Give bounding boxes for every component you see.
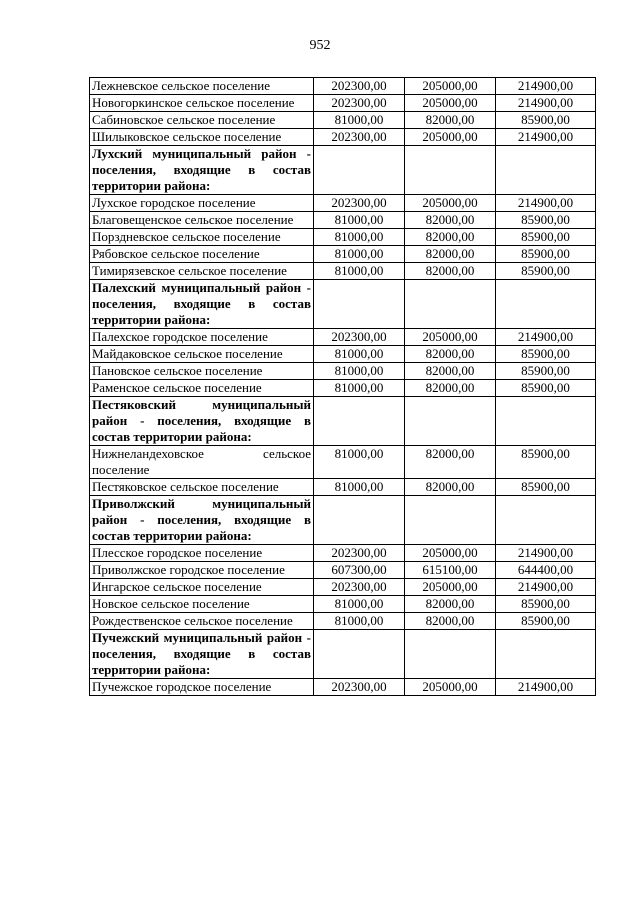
amount-cell-2: 82000,00: [405, 263, 496, 280]
amount-cell-3: 85900,00: [496, 479, 596, 496]
amount-cell-1: 81000,00: [314, 446, 405, 479]
amount-cell-2: 82000,00: [405, 380, 496, 397]
amount-cell-3: [496, 496, 596, 545]
amount-cell-2: 205000,00: [405, 195, 496, 212]
table-row: [90, 229, 596, 246]
table-row: [90, 95, 596, 112]
settlement-name-cell: Новское сельское поселение: [90, 596, 314, 613]
group-header-row: [90, 146, 596, 195]
amount-cell-3: [496, 630, 596, 679]
budget-table: [89, 77, 596, 696]
amount-cell-2: 82000,00: [405, 596, 496, 613]
amount-cell-1: 202300,00: [314, 679, 405, 696]
table-row: [90, 363, 596, 380]
table-row: [90, 263, 596, 280]
settlement-name-cell: Пановское сельское поселение: [90, 363, 314, 380]
amount-cell-1: 202300,00: [314, 579, 405, 596]
table-row: [90, 596, 596, 613]
table-row: [90, 479, 596, 496]
table-row: [90, 112, 596, 129]
amount-cell-2: [405, 280, 496, 329]
settlement-name-cell: Нижнеландеховское сельское поселение: [90, 446, 314, 479]
amount-cell-3: [496, 280, 596, 329]
amount-cell-3: 214900,00: [496, 579, 596, 596]
amount-cell-2: 82000,00: [405, 446, 496, 479]
group-header-row: [90, 496, 596, 545]
table-row: [90, 380, 596, 397]
amount-cell-3: 214900,00: [496, 95, 596, 112]
amount-cell-3: 85900,00: [496, 446, 596, 479]
table-row: [90, 246, 596, 263]
amount-cell-2: 82000,00: [405, 246, 496, 263]
amount-cell-3: 85900,00: [496, 229, 596, 246]
amount-cell-1: 81000,00: [314, 246, 405, 263]
amount-cell-1: 202300,00: [314, 195, 405, 212]
settlement-name-cell: Лухское городское поселение: [90, 195, 314, 212]
group-header-row: [90, 397, 596, 446]
table-row: [90, 212, 596, 229]
settlement-name-cell: Пучежское городское поселение: [90, 679, 314, 696]
amount-cell-1: 607300,00: [314, 562, 405, 579]
amount-cell-1: [314, 397, 405, 446]
district-group-label: Пестяковский муниципальный район - поселения, входящие в состав территории района:: [90, 397, 314, 446]
amount-cell-1: 81000,00: [314, 112, 405, 129]
amount-cell-2: 82000,00: [405, 346, 496, 363]
settlement-name-cell: Пестяковское сельское поселение: [90, 479, 314, 496]
amount-cell-1: [314, 630, 405, 679]
amount-cell-3: 85900,00: [496, 246, 596, 263]
amount-cell-3: [496, 146, 596, 195]
table-row: [90, 562, 596, 579]
amount-cell-2: [405, 146, 496, 195]
table-row: [90, 329, 596, 346]
amount-cell-1: 202300,00: [314, 95, 405, 112]
settlement-name-cell: Майдаковское сельское поселение: [90, 346, 314, 363]
amount-cell-1: 202300,00: [314, 545, 405, 562]
settlement-name-cell: Приволжское городское поселение: [90, 562, 314, 579]
settlement-name-cell: Порздневское сельское поселение: [90, 229, 314, 246]
amount-cell-3: 85900,00: [496, 346, 596, 363]
amount-cell-1: 81000,00: [314, 380, 405, 397]
amount-cell-2: 205000,00: [405, 329, 496, 346]
amount-cell-2: 205000,00: [405, 129, 496, 146]
table-row: [90, 346, 596, 363]
table-row: [90, 129, 596, 146]
amount-cell-3: 214900,00: [496, 78, 596, 95]
amount-cell-2: 205000,00: [405, 545, 496, 562]
page-number: 952: [309, 38, 331, 53]
settlement-name-cell: Шилыковское сельское поселение: [90, 129, 314, 146]
table-row: [90, 78, 596, 95]
amount-cell-2: 205000,00: [405, 95, 496, 112]
district-group-label: Лухский муниципальный район - поселения, входящие в состав территории района:: [90, 146, 314, 195]
amount-cell-2: 82000,00: [405, 229, 496, 246]
amount-cell-3: 214900,00: [496, 195, 596, 212]
amount-cell-3: 214900,00: [496, 545, 596, 562]
amount-cell-2: 205000,00: [405, 679, 496, 696]
district-group-label: Приволжский муниципальный район - поселения, входящие в состав территории района:: [90, 496, 314, 545]
table-body: [90, 78, 596, 696]
amount-cell-2: 82000,00: [405, 363, 496, 380]
settlement-name-cell: Ингарское сельское поселение: [90, 579, 314, 596]
amount-cell-1: 81000,00: [314, 596, 405, 613]
amount-cell-3: 214900,00: [496, 679, 596, 696]
amount-cell-3: 85900,00: [496, 613, 596, 630]
amount-cell-3: 644400,00: [496, 562, 596, 579]
settlement-name-cell: Рождественское сельское поселение: [90, 613, 314, 630]
table-row: [90, 579, 596, 596]
district-group-label: Палехский муниципальный район - поселения, входящие в состав территории района:: [90, 280, 314, 329]
table-row: [90, 613, 596, 630]
table-row: [90, 446, 596, 479]
amount-cell-2: 205000,00: [405, 579, 496, 596]
table-row: [90, 545, 596, 562]
group-header-row: [90, 280, 596, 329]
amount-cell-2: 82000,00: [405, 613, 496, 630]
amount-cell-1: [314, 146, 405, 195]
amount-cell-2: 82000,00: [405, 479, 496, 496]
amount-cell-1: 81000,00: [314, 346, 405, 363]
amount-cell-2: [405, 496, 496, 545]
table-row: [90, 679, 596, 696]
amount-cell-1: [314, 496, 405, 545]
amount-cell-3: 85900,00: [496, 363, 596, 380]
district-group-label: Пучежский муниципальный район - поселения, входящие в состав территории района:: [90, 630, 314, 679]
settlement-name-cell: Тимирязевское сельское поселение: [90, 263, 314, 280]
amount-cell-3: 85900,00: [496, 212, 596, 229]
amount-cell-3: [496, 397, 596, 446]
amount-cell-1: 202300,00: [314, 78, 405, 95]
settlement-name-cell: Сабиновское сельское поселение: [90, 112, 314, 129]
settlement-name-cell: Лежневское сельское поселение: [90, 78, 314, 95]
amount-cell-1: 81000,00: [314, 363, 405, 380]
amount-cell-3: 214900,00: [496, 129, 596, 146]
amount-cell-3: 85900,00: [496, 380, 596, 397]
amount-cell-2: [405, 630, 496, 679]
group-header-row: [90, 630, 596, 679]
amount-cell-3: 85900,00: [496, 263, 596, 280]
settlement-name-cell: Рябовское сельское поселение: [90, 246, 314, 263]
settlement-name-cell: Плесское городское поселение: [90, 545, 314, 562]
amount-cell-3: 214900,00: [496, 329, 596, 346]
amount-cell-2: 82000,00: [405, 212, 496, 229]
settlement-name-cell: Новогоркинское сельское поселение: [90, 95, 314, 112]
amount-cell-1: 81000,00: [314, 263, 405, 280]
amount-cell-3: 85900,00: [496, 596, 596, 613]
amount-cell-2: 615100,00: [405, 562, 496, 579]
amount-cell-1: 81000,00: [314, 479, 405, 496]
amount-cell-1: 202300,00: [314, 129, 405, 146]
amount-cell-2: [405, 397, 496, 446]
settlement-name-cell: Раменское сельское поселение: [90, 380, 314, 397]
amount-cell-1: [314, 280, 405, 329]
table-row: [90, 195, 596, 212]
settlement-name-cell: Благовещенское сельское поселение: [90, 212, 314, 229]
settlement-name-cell: Палехское городское поселение: [90, 329, 314, 346]
amount-cell-2: 82000,00: [405, 112, 496, 129]
amount-cell-1: 81000,00: [314, 613, 405, 630]
amount-cell-2: 205000,00: [405, 78, 496, 95]
amount-cell-1: 81000,00: [314, 229, 405, 246]
amount-cell-1: 202300,00: [314, 329, 405, 346]
amount-cell-3: 85900,00: [496, 112, 596, 129]
amount-cell-1: 81000,00: [314, 212, 405, 229]
